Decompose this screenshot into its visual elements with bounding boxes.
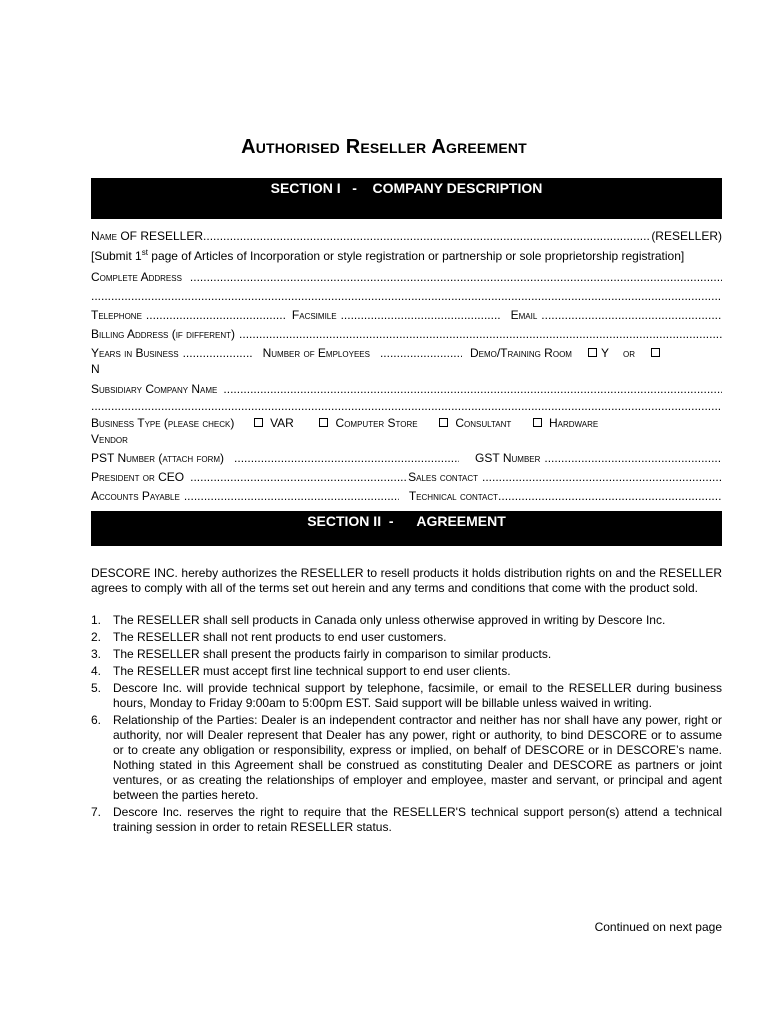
submit-note bbox=[91, 249, 722, 264]
bt-hardware-label: Hardware bbox=[548, 416, 599, 430]
term-number: 5. bbox=[91, 681, 102, 695]
pst-label: PST Number (attach form) bbox=[91, 451, 225, 465]
address-label: Complete Address bbox=[91, 270, 182, 284]
term-text: The RESELLER must accept first line technical support to end user clients. bbox=[113, 664, 511, 678]
facsimile-blank[interactable] bbox=[341, 308, 501, 323]
field-complete-address bbox=[91, 270, 722, 285]
pst-blank[interactable] bbox=[234, 451, 459, 466]
sales-label: Sales contact bbox=[408, 470, 478, 484]
subsidiary-blank-1[interactable] bbox=[223, 382, 722, 397]
term-number: 1. bbox=[91, 613, 102, 627]
field-subsidiary-line2 bbox=[91, 399, 722, 414]
term-text: The RESELLER shall not rent products to end user customers. bbox=[113, 630, 447, 644]
field-billing-address bbox=[91, 327, 722, 342]
demo-or-label: or bbox=[622, 346, 635, 360]
demo-yes-checkbox[interactable] bbox=[588, 348, 597, 357]
reseller-name-suffix: (RESELLER) bbox=[651, 229, 722, 243]
address-blank-1[interactable] bbox=[190, 270, 722, 285]
submit-note-sup: st bbox=[141, 249, 148, 257]
field-tax-numbers bbox=[91, 451, 722, 466]
reseller-name-label: Name OF RESELLER bbox=[91, 229, 204, 243]
list-item bbox=[91, 713, 722, 803]
section-1-heading: SECTION I - COMPANY DESCRIPTION bbox=[270, 180, 543, 196]
list-item bbox=[91, 647, 722, 662]
term-number: 2. bbox=[91, 630, 102, 644]
employees-label: Number of Employees bbox=[262, 346, 370, 360]
term-number: 7. bbox=[91, 805, 102, 819]
subsidiary-label: Subsidiary Company Name bbox=[91, 382, 218, 396]
term-text: Descore Inc. will provide technical support by telephone, facsimile, or email to the RESELLER during business hours, Monday to Friday 9:00am to 5:00pm EST. Said support will be billable unless waived in writing. bbox=[113, 681, 722, 710]
accounts-blank[interactable] bbox=[184, 489, 399, 504]
continued-note: Continued on next page bbox=[594, 920, 722, 934]
term-number: 4. bbox=[91, 664, 102, 678]
agreement-intro: DESCORE INC. hereby authorizes the RESELLER to resell products it holds distribution rights on and the RESELLER agrees to comply with all of the terms set out herein and any terms and conditions that come with the product sold. bbox=[91, 566, 722, 595]
term-text: Relationship of the Parties: Dealer is an independent contractor and neither has nor shall have any power, right or authority, nor will Dealer represent that Dealer has any power, right or authority, to bind DESCORE or to assume or to create any obligation or responsibility, express or implied, on behalf of DESCORE or in DESCORE’s name. Nothing stated in this Agreement shall be construed as constituting Dealer and DESCORE as partners or joint ventures, or as creating the relationships of employer and employee, master and servant, or principal and agent between the parties hereto. bbox=[113, 713, 722, 802]
term-number: 6. bbox=[91, 713, 102, 727]
email-blank[interactable] bbox=[541, 308, 722, 323]
bt-consultant-label: Consultant bbox=[455, 416, 512, 430]
technical-label: Technical contact. bbox=[408, 489, 502, 503]
list-item bbox=[91, 613, 722, 628]
bt-var-checkbox[interactable] bbox=[254, 418, 263, 427]
facsimile-label: Facsimile bbox=[291, 308, 337, 322]
demo-label: Demo/Training Room bbox=[469, 346, 572, 360]
demo-no-checkbox[interactable] bbox=[651, 348, 660, 357]
telephone-blank[interactable] bbox=[146, 308, 286, 323]
list-item bbox=[91, 630, 722, 645]
term-text: The RESELLER shall sell products in Canada only unless otherwise approved in writing by Descore Inc. bbox=[113, 613, 666, 627]
field-business-type bbox=[91, 416, 722, 431]
technical-blank[interactable] bbox=[501, 489, 722, 504]
section-1-header bbox=[91, 178, 722, 219]
field-reseller-name bbox=[91, 229, 722, 244]
section-2-header bbox=[91, 511, 722, 546]
submit-note-pre: [Submit 1 bbox=[91, 249, 142, 263]
agreement-terms-list bbox=[91, 613, 722, 837]
demo-yes-label: Y bbox=[600, 346, 609, 360]
bt-consultant-checkbox[interactable] bbox=[439, 418, 448, 427]
billing-label: Billing Address (if different) bbox=[91, 327, 236, 341]
telephone-label: Telephone bbox=[91, 308, 142, 322]
field-contact-row bbox=[91, 308, 722, 323]
sales-blank[interactable] bbox=[482, 470, 722, 485]
gst-blank[interactable] bbox=[544, 451, 722, 466]
list-item bbox=[91, 664, 722, 679]
years-label: Years in Business bbox=[91, 346, 179, 360]
email-label: Email bbox=[510, 308, 538, 322]
demo-no-label: N bbox=[91, 362, 100, 376]
list-item bbox=[91, 681, 722, 711]
field-business-stats bbox=[91, 346, 722, 361]
bt-computer-store-label: Computer Store bbox=[335, 416, 418, 430]
field-subsidiary bbox=[91, 382, 722, 397]
list-item bbox=[91, 805, 722, 835]
address-blank-2[interactable] bbox=[91, 289, 722, 304]
accounts-label: Accounts Payable bbox=[91, 489, 180, 503]
bt-vendor-label: Vendor bbox=[91, 432, 128, 446]
billing-blank[interactable] bbox=[239, 327, 722, 342]
president-blank[interactable] bbox=[190, 470, 408, 485]
subsidiary-blank-2[interactable] bbox=[91, 399, 722, 414]
employees-blank[interactable] bbox=[380, 346, 462, 361]
bt-hardware-checkbox[interactable] bbox=[533, 418, 542, 427]
section-2-heading: SECTION II - AGREEMENT bbox=[307, 513, 506, 529]
gst-label: GST Number bbox=[475, 451, 541, 465]
bt-computer-store-checkbox[interactable] bbox=[319, 418, 328, 427]
term-text: The RESELLER shall present the products fairly in comparison to similar products. bbox=[113, 647, 552, 661]
years-blank[interactable] bbox=[183, 346, 253, 361]
field-president-sales bbox=[91, 470, 722, 485]
business-type-label: Business Type (please check) bbox=[91, 416, 235, 430]
term-text: Descore Inc. reserves the right to require that the RESELLER'S technical support person(s) attend a technical training session in order to retain RESELLER status. bbox=[113, 805, 722, 834]
president-label: President or CEO bbox=[91, 470, 185, 484]
reseller-name-blank[interactable] bbox=[203, 229, 649, 244]
field-accounts-technical bbox=[91, 489, 722, 504]
document-title: Authorised Reseller Agreement bbox=[241, 136, 527, 158]
submit-note-post: page of Articles of Incorporation or style registration or partnership or sole proprietorship registration] bbox=[147, 249, 685, 263]
term-number: 3. bbox=[91, 647, 102, 661]
bt-var-label: VAR bbox=[270, 416, 294, 430]
field-complete-address-line2 bbox=[91, 289, 722, 304]
